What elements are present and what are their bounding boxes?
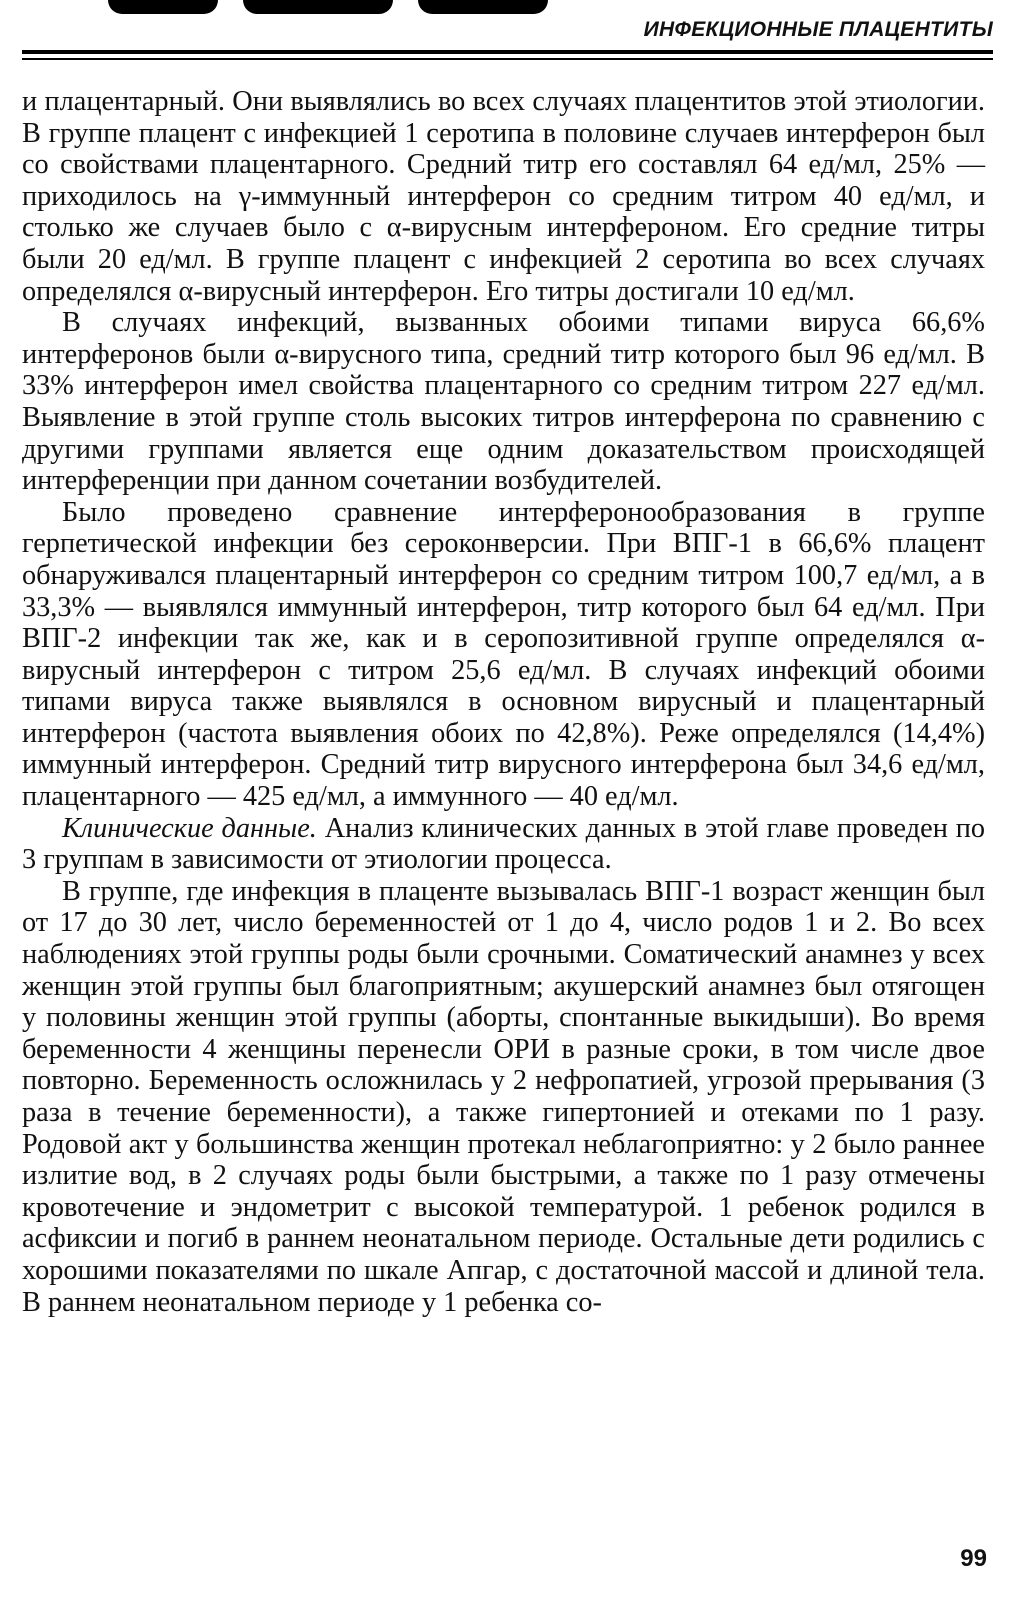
paragraph-4-text: Анализ клинических данных в этой главе проведен по 3 группам в зависимости от этиологии процесса. — [22, 812, 985, 876]
paragraph-3: Было проведено сравнение интерферонообразования в группе герпетической инфекции без сероконверсии. При ВПГ-1 в 66,6% плацент обнаруживался плацентарный интерферон со средним титром 100,7 ед/мл, а в 33,3% — выявлялся иммунный интерферон, титр которого был 64 ед/мл. При ВПГ-2 инфекции так же, как и в серопозитивной группе определялся α-вирусный интерферон с титром 25,6 ед/мл. В случаях инфекций обоими типами вируса также выявлялся в основном вирусный и плацентарный интерферон (частота выявления обоих по 42,8%). Реже определялся (14,4%) иммунный интерферон. Средний титр вирусного интерферона был 34,6 ед/мл, плацентарного — 425 ед/мл, а иммунного — 40 ед/мл. — [22, 496, 985, 813]
header-rule-thin — [22, 58, 993, 60]
paragraph-1: и плацентарный. Они выявлялись во всех случаях плацентитов этой этиологии. В группе плацент с инфекцией 1 серотипа в половине случаев интерферон был со свойствами плацентарного. Средний титр его составлял 64 ед/мл, 25% — приходилось на γ-иммунный интерферон со средним титром 40 ед/мл, и столько же случаев было с α-вирусным интерфероном. Его средние титры были 20 ед/мл. В группе плацент с инфекцией 2 серотипа во всех случаях определялся α-вирусный интерферон. Его титры достигали 10 ед/мл. — [22, 86, 985, 307]
page-text — [22, 86, 985, 1318]
page-number: 99 — [960, 1545, 987, 1572]
running-title: ИНФЕКЦИОННЫЕ ПЛАЦЕНТИТЫ — [643, 18, 993, 41]
paragraph-4 — [22, 813, 985, 876]
header-decoration — [108, 0, 548, 14]
paragraph-5: В группе, где инфекция в плаценте вызывалась ВПГ-1 возраст женщин был от 17 до 30 лет, число беременностей от 1 до 4, число родов 1 и 2. Во всех наблюдениях этой группы роды были срочными. Соматический анамнез у всех женщин этой группы был благоприятным; акушерский анамнез был отягощен у половины женщин этой группы (аборты, спонтанные выкидыши). Во время беременности 4 женщины перенесли ОРИ в разные сроки, в том числе двое повторно. Беременность осложнилась у 2 нефропатией, угрозой прерывания (3 раза в течение беременности), а также гипертонией и отеками по 1 разу. Родовой акт у большинства женщин протекал неблагоприятно: у 2 было раннее излитие вод, в 2 случаях роды были быстрыми, а также по 1 разу отмечены кровотечение и эндометрит с высокой температурой. 1 ребенок родился в асфиксии и погиб в раннем неонатальном периоде. Остальные дети родились с хорошими показателями по шкале Апгар, с достаточной массой и длиной тела. В раннем неонатальном периоде у 1 ребенка со- — [22, 875, 985, 1318]
paragraph-2: В случаях инфекций, вызванных обоими типами вируса 66,6% интерферонов были α-вирусного типа, средний титр которого был 96 ед/мл. В 33% интерферон имел свойства плацентарного со средним титром 227 ед/мл. Выявление в этой группе столь высоких титров интерферона по сравнению с другими группами является еще одним доказательством происходящей интерференции при данном сочетании возбудителей. — [22, 307, 985, 497]
header-rule — [22, 50, 993, 54]
section-heading: Клинические данные. — [62, 812, 317, 844]
